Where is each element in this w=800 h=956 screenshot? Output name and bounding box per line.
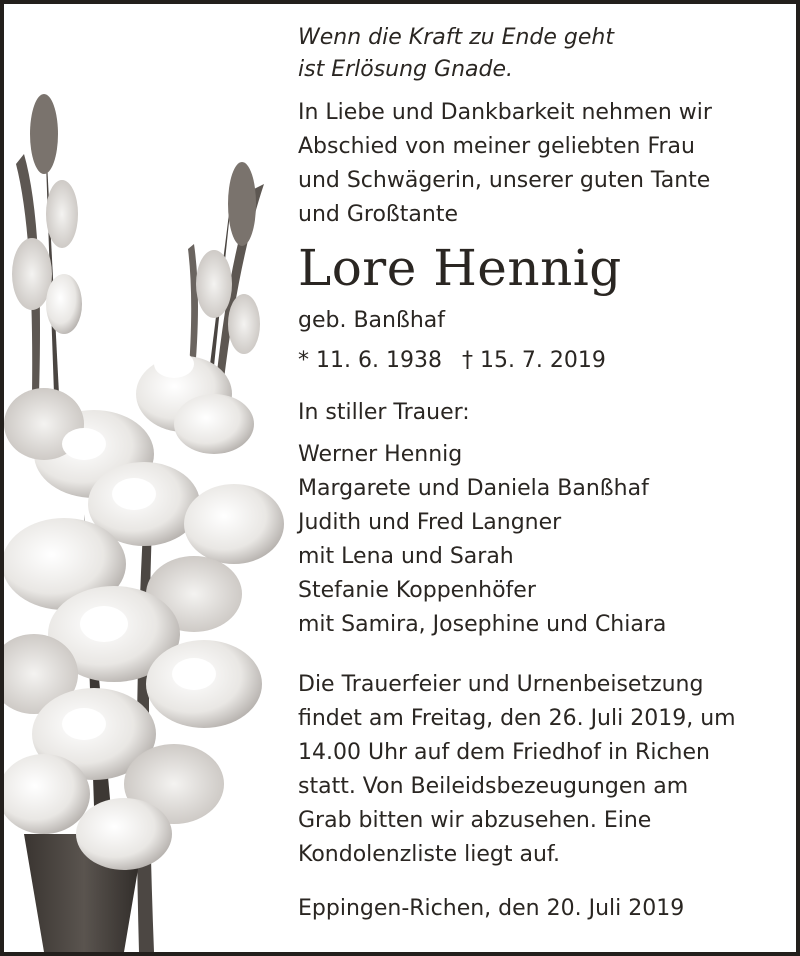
intro-line: und Großtante — [298, 202, 458, 227]
mourner-line: Margarete und Daniela Banßhaf — [298, 476, 649, 501]
service-line: Grab bitten wir abzusehen. Eine — [298, 808, 652, 833]
service-line: 14.00 Uhr auf dem Friedhof in Richen — [298, 740, 710, 765]
mourner-line: Stefanie Koppenhöfer — [298, 578, 536, 603]
service-line: Die Trauerfeier und Urnenbeisetzung — [298, 672, 704, 697]
mourner-line: mit Lena und Sarah — [298, 544, 514, 569]
service-line: Kondolenzliste liegt auf. — [298, 842, 561, 867]
maiden-name: geb. Banßhaf — [298, 308, 445, 333]
motto-line: ist Erlösung Gnade. — [298, 57, 513, 82]
deceased-name: Lore Hennig — [298, 239, 622, 297]
gladiolus-illustration — [4, 94, 304, 952]
death-date: † 15. 7. 2019 — [461, 348, 606, 373]
intro-line: und Schwägerin, unserer guten Tante — [298, 168, 711, 193]
service-info — [298, 668, 788, 872]
place-and-date: Eppingen-Richen, den 20. Juli 2019 — [298, 896, 685, 921]
gladiolus-flowers-image — [4, 94, 304, 952]
birth-date: * 11. 6. 1938 — [298, 348, 442, 373]
life-dates — [298, 344, 788, 378]
motto-verse — [298, 22, 788, 86]
service-line: statt. Von Beileidsbezeugungen am — [298, 774, 689, 799]
mourners-list — [298, 438, 788, 642]
mourner-line: mit Samira, Josephine und Chiara — [298, 612, 667, 637]
mourner-line: Judith und Fred Langner — [298, 510, 562, 535]
intro-text — [298, 96, 788, 232]
mourner-line: Werner Hennig — [298, 442, 463, 467]
obituary-text — [298, 22, 788, 926]
motto-line: Wenn die Kraft zu Ende geht — [298, 25, 614, 50]
mourning-heading: In stiller Trauer: — [298, 400, 470, 425]
service-line: findet am Freitag, den 26. Juli 2019, um — [298, 706, 736, 731]
intro-line: In Liebe und Dankbarkeit nehmen wir — [298, 100, 712, 125]
intro-line: Abschied von meiner geliebten Frau — [298, 134, 695, 159]
